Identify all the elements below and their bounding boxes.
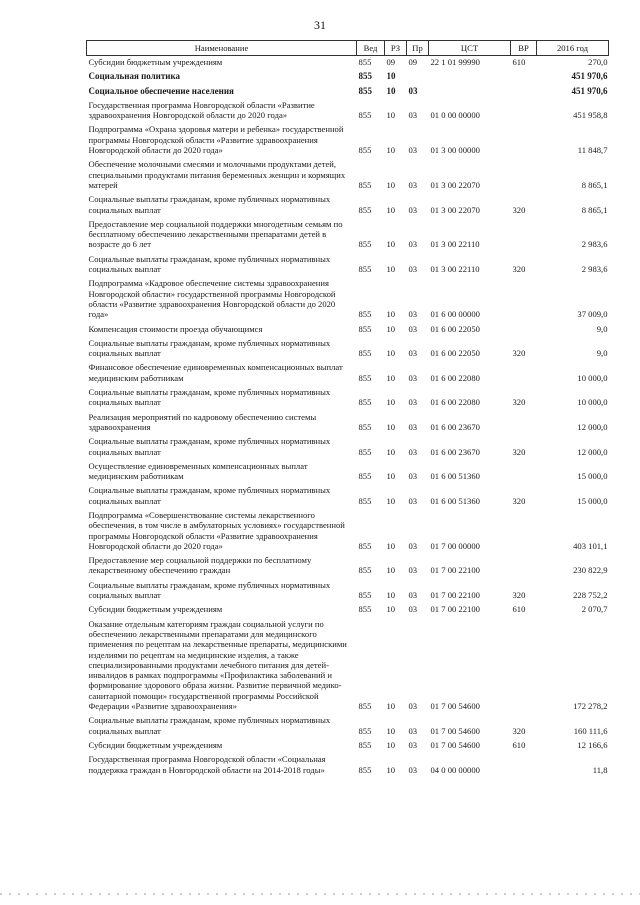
row-name: Предоставление мер социальной поддержки многодетным семьям по бесплатному обеспечению лекарственными препаратами детей в возрасте до 6 лет: [88, 218, 343, 250]
row-pr: 03: [408, 421, 418, 432]
row-ved: 855: [358, 323, 372, 334]
table-row: [87, 337, 609, 362]
row-cst: 01 7 00 22100: [430, 565, 480, 576]
row-pr: 09: [408, 57, 418, 67]
row-rz: 10: [386, 565, 396, 576]
header-cst: ЦСТ: [429, 41, 511, 56]
row-cst: 01 7 00 00000: [430, 540, 480, 551]
row-ved: 855: [358, 71, 372, 82]
row-name: Социальные выплаты гражданам, кроме публичных нормативных социальных выплат: [88, 485, 331, 506]
row-pr: 03: [408, 85, 418, 96]
row-cst: 01 7 00 54600: [430, 725, 480, 736]
row-ved: 855: [358, 239, 372, 250]
row-rz: 10: [386, 323, 396, 334]
row-pr: 03: [408, 604, 418, 615]
table-row: [87, 277, 609, 322]
row-ved: 855: [358, 204, 372, 215]
table-row: [87, 435, 609, 460]
row-vr: 610: [512, 604, 526, 615]
row-cst: 01 3 00 22070: [430, 179, 480, 190]
table-row: [87, 460, 609, 485]
row-vr: 320: [512, 495, 526, 506]
table-row: [87, 554, 609, 579]
row-pr: 03: [408, 145, 418, 156]
row-vr: [511, 460, 537, 485]
row-vr: 610: [512, 57, 526, 67]
row-cst: 01 6 00 51360: [430, 471, 480, 482]
table-row: [87, 56, 609, 71]
table-row: [87, 603, 609, 617]
table-row: [87, 70, 609, 84]
row-ved: 855: [358, 264, 372, 275]
row-cst: 01 3 00 00000: [430, 145, 480, 156]
table-row: [87, 411, 609, 436]
row-pr: 03: [408, 397, 418, 408]
row-amount: 403 101,1: [573, 540, 608, 551]
row-amount: 270,0: [588, 57, 608, 67]
row-pr: [407, 70, 429, 84]
row-name: Социальная политика: [88, 71, 181, 82]
row-ved: 855: [358, 495, 372, 506]
row-vr: 610: [512, 739, 526, 750]
row-cst: 01 6 00 22050: [430, 323, 480, 334]
row-ved: 855: [358, 179, 372, 190]
row-pr: 03: [408, 179, 418, 190]
row-amount: 12 000,0: [577, 421, 608, 432]
table-row: [87, 158, 609, 193]
row-name: Компенсация стоимости проезда обучающимся: [88, 323, 263, 334]
row-rz: 10: [386, 421, 396, 432]
row-ved: 855: [358, 145, 372, 156]
row-pr: 03: [408, 264, 418, 275]
row-cst: 01 7 00 22100: [430, 590, 480, 601]
row-pr: 03: [408, 471, 418, 482]
row-vr: [511, 277, 537, 322]
header-amount: 2016 год: [537, 41, 609, 56]
row-cst: 22 1 01 99990: [430, 57, 480, 67]
row-rz: 10: [386, 590, 396, 601]
row-pr: 03: [408, 372, 418, 383]
row-pr: 03: [408, 495, 418, 506]
row-rz: 10: [386, 110, 396, 121]
row-amount: 15 000,0: [577, 471, 608, 482]
row-amount: 2 983,6: [581, 239, 608, 250]
row-name: Социальные выплаты гражданам, кроме публичных нормативных социальных выплат: [88, 194, 331, 215]
row-name: Субсидии бюджетным учреждениям: [88, 739, 223, 750]
row-amount: 230 822,9: [573, 565, 608, 576]
row-rz: 10: [386, 145, 396, 156]
row-name: Государственная программа Новгородской области «Социальная поддержка граждан в Новгородской области на 2014-2018 годы»: [88, 754, 326, 775]
row-vr: [511, 753, 537, 778]
table-row: [87, 85, 609, 99]
row-rz: 10: [386, 540, 396, 551]
row-name: Осуществление единовременных компенсационных выплат медицинским работникам: [88, 460, 308, 482]
row-cst: 01 6 00 23670: [430, 446, 480, 457]
table-row: [87, 618, 609, 715]
row-vr: [511, 618, 537, 715]
row-ved: 855: [358, 397, 372, 408]
row-pr: 03: [408, 590, 418, 601]
row-amount: 9,0: [596, 348, 608, 359]
row-pr: 03: [408, 739, 418, 750]
row-pr: 03: [408, 204, 418, 215]
row-name: Социальные выплаты гражданам, кроме публичных нормативных социальных выплат: [88, 337, 331, 359]
header-rz: РЗ: [385, 41, 407, 56]
row-ved: 855: [358, 57, 372, 67]
table-row: [87, 714, 609, 739]
table-row: [87, 323, 609, 337]
row-rz: 10: [386, 372, 396, 383]
row-pr: 03: [408, 348, 418, 359]
row-ved: 855: [358, 471, 372, 482]
row-vr: [511, 70, 537, 84]
row-name: Субсидии бюджетным учреждениям: [88, 604, 223, 615]
row-cst: 01 6 00 22080: [430, 397, 480, 408]
row-ved: 855: [358, 565, 372, 576]
row-cst: 01 3 00 22110: [430, 239, 480, 250]
row-ved: 855: [358, 372, 372, 383]
row-rz: 10: [386, 204, 396, 215]
row-rz: 10: [386, 764, 396, 775]
table-row: [87, 579, 609, 604]
row-rz: 10: [386, 701, 396, 712]
row-amount: 8 865,1: [581, 204, 608, 215]
row-vr: [511, 123, 537, 158]
row-ved: 855: [358, 309, 372, 320]
row-rz: 10: [386, 495, 396, 506]
row-pr: 03: [408, 764, 418, 775]
row-vr: 320: [512, 204, 526, 215]
row-ved: 855: [358, 540, 372, 551]
row-rz: 10: [386, 604, 396, 615]
row-amount: 451 958,8: [573, 110, 608, 121]
row-rz: 09: [386, 57, 396, 67]
row-ved: 855: [358, 348, 372, 359]
table-row: [87, 193, 609, 218]
row-amount: 451 970,6: [571, 85, 608, 96]
row-rz: 10: [386, 264, 396, 275]
row-rz: 10: [386, 471, 396, 482]
row-amount: 10 000,0: [577, 372, 608, 383]
table-row: [87, 253, 609, 278]
row-rz: 10: [386, 397, 396, 408]
row-vr: [511, 411, 537, 436]
row-vr: [511, 85, 537, 99]
row-amount: 11,8: [592, 764, 608, 775]
row-name: Подпрограмма «Совершенствование системы лекарственного обеспечения, в том числе в амбулаторных условиях» государственной программы Новгородской области «Развитие здравоохранения Новгородской области до 2020 года»: [88, 509, 345, 551]
table-row: [87, 218, 609, 253]
page-number: 31: [314, 18, 326, 32]
row-vr: [511, 323, 537, 337]
scan-edge-noise: [0, 893, 640, 895]
row-amount: 10 000,0: [577, 397, 608, 408]
row-vr: [511, 361, 537, 386]
row-name: Социальное обеспечение населения: [88, 85, 234, 96]
budget-table: [86, 40, 609, 778]
row-vr: [511, 158, 537, 193]
table-row: [87, 99, 609, 124]
table-row: [87, 123, 609, 158]
row-rz: 10: [386, 309, 396, 320]
row-amount: 228 752,2: [573, 590, 608, 601]
header-ved: Вед: [357, 41, 385, 56]
row-name: Предоставление мер социальной поддержки по бесплатному лекарственному обеспечению граждан: [88, 555, 312, 576]
row-name: Социальные выплаты гражданам, кроме публичных нормативных социальных выплат: [88, 253, 331, 275]
row-name: Социальные выплаты гражданам, кроме публичных нормативных социальных выплат: [88, 436, 331, 457]
row-vr: 320: [512, 397, 526, 408]
row-name: Социальные выплаты гражданам, кроме публичных нормативных социальных выплат: [88, 387, 331, 408]
row-vr: 320: [512, 264, 526, 275]
row-rz: 10: [386, 85, 396, 96]
row-amount: 8 865,1: [581, 179, 608, 190]
row-cst: 01 0 00 00000: [430, 110, 480, 121]
row-vr: [511, 218, 537, 253]
row-amount: 451 970,6: [571, 71, 608, 82]
row-ved: 855: [358, 764, 372, 775]
table-body: [87, 56, 609, 778]
row-vr: 320: [512, 725, 526, 736]
row-amount: 172 278,2: [573, 701, 608, 712]
header-name: Наименование: [87, 41, 357, 56]
row-amount: 15 000,0: [577, 495, 608, 506]
row-pr: 03: [408, 323, 418, 334]
row-pr: 03: [408, 701, 418, 712]
row-ved: 855: [358, 421, 372, 432]
row-rz: 10: [386, 71, 396, 82]
table-row: [87, 361, 609, 386]
row-amount: 37 009,0: [577, 309, 608, 320]
row-vr: [511, 99, 537, 124]
row-vr: 320: [512, 446, 526, 457]
row-cst: [429, 70, 511, 84]
row-cst: 01 6 00 51360: [430, 495, 480, 506]
table-row: [87, 386, 609, 411]
row-amount: 12 166,6: [577, 739, 608, 750]
row-name: Реализация мероприятий по кадровому обеспечению системы здравоохранения: [88, 411, 317, 432]
row-cst: 01 6 00 00000: [430, 309, 480, 320]
row-ved: 855: [358, 739, 372, 750]
row-name: Субсидии бюджетным учреждениям: [88, 57, 223, 67]
row-pr: 03: [408, 565, 418, 576]
row-rz: 10: [386, 179, 396, 190]
row-rz: 10: [386, 446, 396, 457]
row-cst: 01 7 00 22100: [430, 604, 480, 615]
row-name: Финансовое обеспечение единовременных компенсационных выплат медицинским работникам: [88, 362, 343, 383]
row-vr: 320: [512, 590, 526, 601]
row-amount: 2 983,6: [581, 264, 608, 275]
row-cst: 01 7 00 54600: [430, 739, 480, 750]
row-name: Социальные выплаты гражданам, кроме публичных нормативных социальных выплат: [88, 579, 331, 601]
row-ved: 855: [358, 446, 372, 457]
row-amount: 11 848,7: [577, 145, 608, 156]
row-ved: 855: [358, 110, 372, 121]
row-cst: 01 6 00 23670: [430, 421, 480, 432]
row-pr: 03: [408, 309, 418, 320]
row-name: Социальные выплаты гражданам, кроме публичных нормативных социальных выплат: [88, 715, 331, 736]
row-rz: 10: [386, 348, 396, 359]
table-row: [87, 739, 609, 753]
header-vr: ВР: [511, 41, 537, 56]
row-cst: 04 0 00 00000: [430, 764, 480, 775]
table-row: [87, 484, 609, 509]
row-cst: [429, 85, 511, 99]
row-cst: 01 3 00 22110: [430, 264, 480, 275]
row-ved: 855: [358, 590, 372, 601]
table-row: [87, 753, 609, 778]
row-vr: [511, 509, 537, 554]
row-rz: 10: [386, 739, 396, 750]
row-cst: 01 3 00 22070: [430, 204, 480, 215]
row-amount: 2 070,7: [581, 604, 608, 615]
row-name: Подпрограмма «Кадровое обеспечение системы здравоохранения Новгородской области» государственной программы Новгородской области «Развитие здравоохранения Новгородской области до 2020 года»: [88, 278, 336, 320]
row-cst: 01 6 00 22080: [430, 372, 480, 383]
row-name: Оказание отдельным категориям граждан социальной услуги по обеспечению лекарственными препаратами для медицинского применения по рецептам на лекарственные препараты, медицинскими изделиями по рецептам на медицинские изделия, а также специализированными продуктами лечебного питания для детей-инвалидов в рамках подпрограммы «Профилактика заболеваний и формирование здорового образа жизни. Развитие первичной медико-санитарной помощи» государственной программы Российской Федерации «Развитие здравоохранения»: [88, 618, 347, 712]
row-amount: 160 111,6: [573, 725, 608, 736]
row-rz: 10: [386, 239, 396, 250]
row-cst: 01 7 00 54600: [430, 701, 480, 712]
row-rz: 10: [386, 725, 396, 736]
row-pr: 03: [408, 239, 418, 250]
row-pr: 03: [408, 540, 418, 551]
row-name: Подпрограмма «Охрана здоровья матери и ребенка» государственной программы Новгородской области «Развитие здравоохранения Новгородской области до 2020 года»: [88, 124, 344, 156]
row-cst: 01 6 00 22050: [430, 348, 480, 359]
header-pr: Пр: [407, 41, 429, 56]
table-row: [87, 509, 609, 554]
row-ved: 855: [358, 604, 372, 615]
row-pr: 03: [408, 110, 418, 121]
row-pr: 03: [408, 446, 418, 457]
table-header: [87, 41, 609, 56]
row-ved: 855: [358, 701, 372, 712]
row-name: Государственная программа Новгородской области «Развитие здравоохранения Новгородской области до 2020 года»: [88, 99, 315, 121]
row-vr: [511, 554, 537, 579]
row-amount: 9,0: [596, 323, 608, 334]
row-name: Обеспечение молочными смесями и молочными продуктами детей, специальными продуктами питания беременных женщин и кормящих матерей: [88, 159, 346, 190]
row-ved: 855: [358, 725, 372, 736]
row-amount: 12 000,0: [577, 446, 608, 457]
row-ved: 855: [358, 85, 372, 96]
row-pr: 03: [408, 725, 418, 736]
row-vr: 320: [512, 348, 526, 359]
